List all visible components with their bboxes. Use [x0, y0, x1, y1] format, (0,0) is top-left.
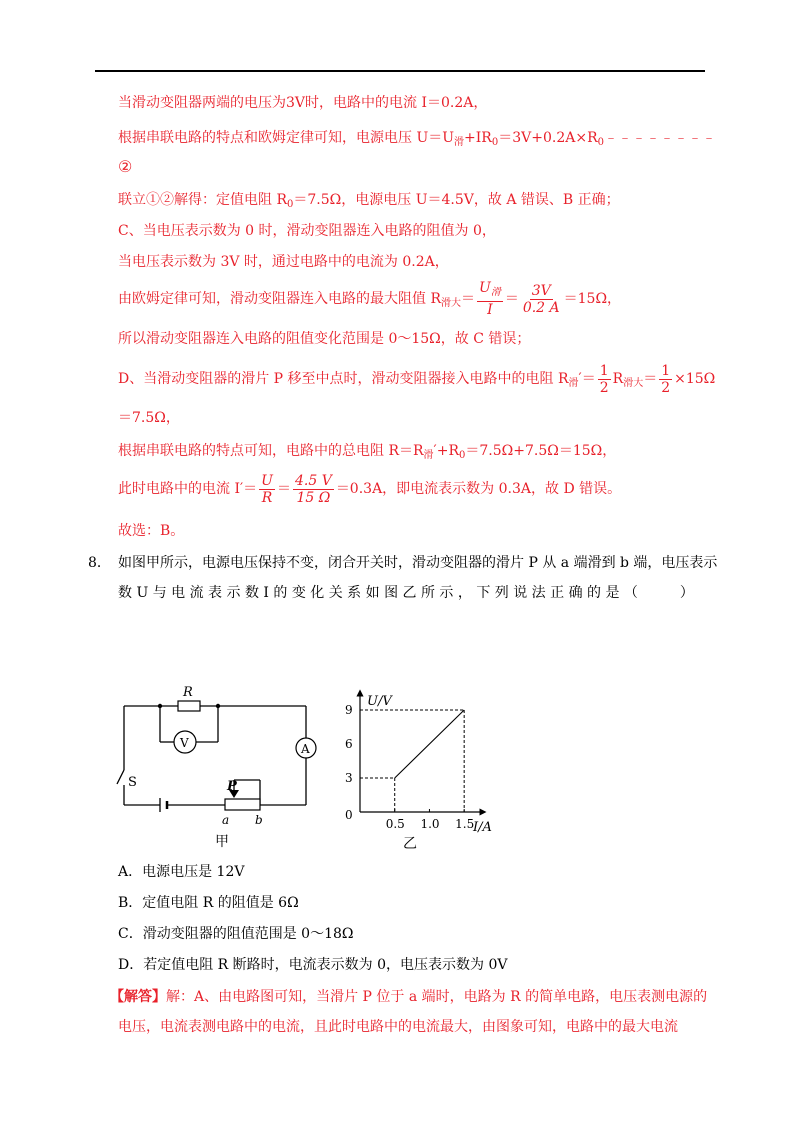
fraction-u-over-r: $\frac{U}{R}$ [261, 472, 273, 506]
resistor-label: R [183, 685, 193, 700]
fraction-u-over-i: $\frac{U_滑}{I}$ [479, 280, 501, 318]
solution-line-6: 当电压表示数为 3V 时，通过电路中的电流为 0.2A， [118, 254, 449, 270]
solution-line-5: C、当电压表示数为 0 时，滑动变阻器连入电路的阻值为 0， [118, 223, 496, 239]
resistor-r [178, 701, 200, 711]
end-a-label: a [222, 813, 230, 827]
solution-line-9: D、当滑动变阻器的滑片 P 移至中点时，滑动变阻器接入电路中的电阻 $R_滑'=$ $\frac{1}{2}$ $R_{滑大}=$ $\frac{1}{2}$ ×15Ω [118, 362, 716, 396]
option-a[interactable]: A．电源电压是 12V [118, 864, 245, 880]
series-line [395, 710, 464, 778]
question-line-1: 如图甲所示，电源电压保持不变，闭合开关时，滑动变阻器的滑片 P 从 a 端滑到 b 端，电压表示 [118, 555, 718, 571]
header-rule [95, 70, 705, 72]
slider-label: P [227, 779, 237, 794]
end-b-label: b [255, 813, 263, 827]
question-number: 8． [88, 555, 111, 571]
u-i-graph [335, 685, 515, 850]
circuit-caption: 甲 [215, 834, 229, 850]
solution-line-10: ＝7.5Ω， [118, 410, 180, 426]
solution-line-11: 根据串联电路的特点可知，电路中的总电阻 $R=R_滑'+R_0=7.5\Omega+7.5\Omega=15\Omega$， [118, 443, 617, 461]
solution-line-13: 故选：B。 [118, 523, 185, 539]
solution-line-3: ② [118, 157, 133, 176]
fraction-one-half: $\frac{1}{2}$ [599, 362, 609, 396]
fraction-3v-over-02a: $\frac{3V}{0.2 A}$ [522, 282, 560, 316]
y-tick-label: 6 [345, 737, 353, 751]
option-d[interactable]: D．若定值电阻 R 断路时，电流表示数为 0，电压表示数为 0V [118, 957, 508, 973]
answer-line-1: 【解答】解：A、由电路图可知，当滑片 P 位于 a 端时，电路为 R 的简单电路，电压表测电源的 [110, 989, 708, 1005]
circuit-diagram [110, 680, 320, 850]
origin-label: 0 [345, 808, 353, 822]
answer-line-2: 电压，电流表测电路中的电流，且此时电路中的电流最大，由图象可知，电路中的最大电流 [118, 1019, 678, 1035]
y-axis-label: U/V [367, 694, 392, 709]
solution-line-1: 当滑动变阻器两端的电压为3V时，电路中的电流 I＝0.2A， [118, 95, 488, 111]
solution-line-8: 所以滑动变阻器连入电路的阻值变化范围是 0～15Ω，故 C 错误； [118, 331, 531, 347]
voltmeter-label: V [180, 736, 189, 750]
solution-line-2: 根据串联电路的特点和欧姆定律可知，电源电压 $U=U_滑+IR_0=3V+0.2A\times R_0﹣﹣﹣﹣﹣﹣﹣﹣$ [118, 130, 717, 148]
solution-line-12: 此时电路中的电流 I′＝ $\frac{U}{R}$ ＝ $\frac{4.5 V}{15 \Omega}$ ＝0.3A，即电流表示数为 0.3A，故 D 错误。 [118, 472, 622, 506]
x-tick-label: 1.0 [420, 817, 440, 831]
x-tick-label: 1.5 [455, 817, 475, 831]
question-line-2: 数 U 与 电 流 表 示 数 I 的 变 化 关 系 如 图 乙 所 示 ， 下 列 说 法 正 确 的 是 （ ） [118, 585, 694, 601]
option-b[interactable]: B．定值电阻 R 的阻值是 6Ω [118, 895, 299, 911]
fraction-one-half-2: $\frac{1}{2}$ [661, 362, 671, 396]
rheostat [225, 799, 260, 810]
graph-caption: 乙 [403, 836, 417, 850]
fraction-45v-over-15ohm: $\frac{4.5 V}{15 \Omega}$ [294, 472, 332, 506]
y-tick-label: 9 [345, 703, 353, 717]
solution-line-4: 联立①②解得：定值电阻 $R_0=7.5\Omega$，电源电压 U＝4.5V，故 A 错误、B 正确； [118, 192, 620, 210]
solution-line-7: 由欧姆定律可知，滑动变阻器连入电路的最大阻值 $R_{滑大}=$ $\frac{U_滑}{I}$ ＝ $\frac{3V}{0.2 A}$ ＝15Ω， [118, 280, 622, 318]
x-tick-label: 0.5 [385, 817, 405, 831]
x-axis-label: I/A [473, 820, 492, 835]
switch-label: S [128, 775, 137, 790]
y-tick-label: 3 [345, 771, 353, 785]
ammeter-label: A [301, 742, 310, 756]
option-c[interactable]: C．滑动变阻器的阻值范围是 0～18Ω [118, 926, 354, 942]
